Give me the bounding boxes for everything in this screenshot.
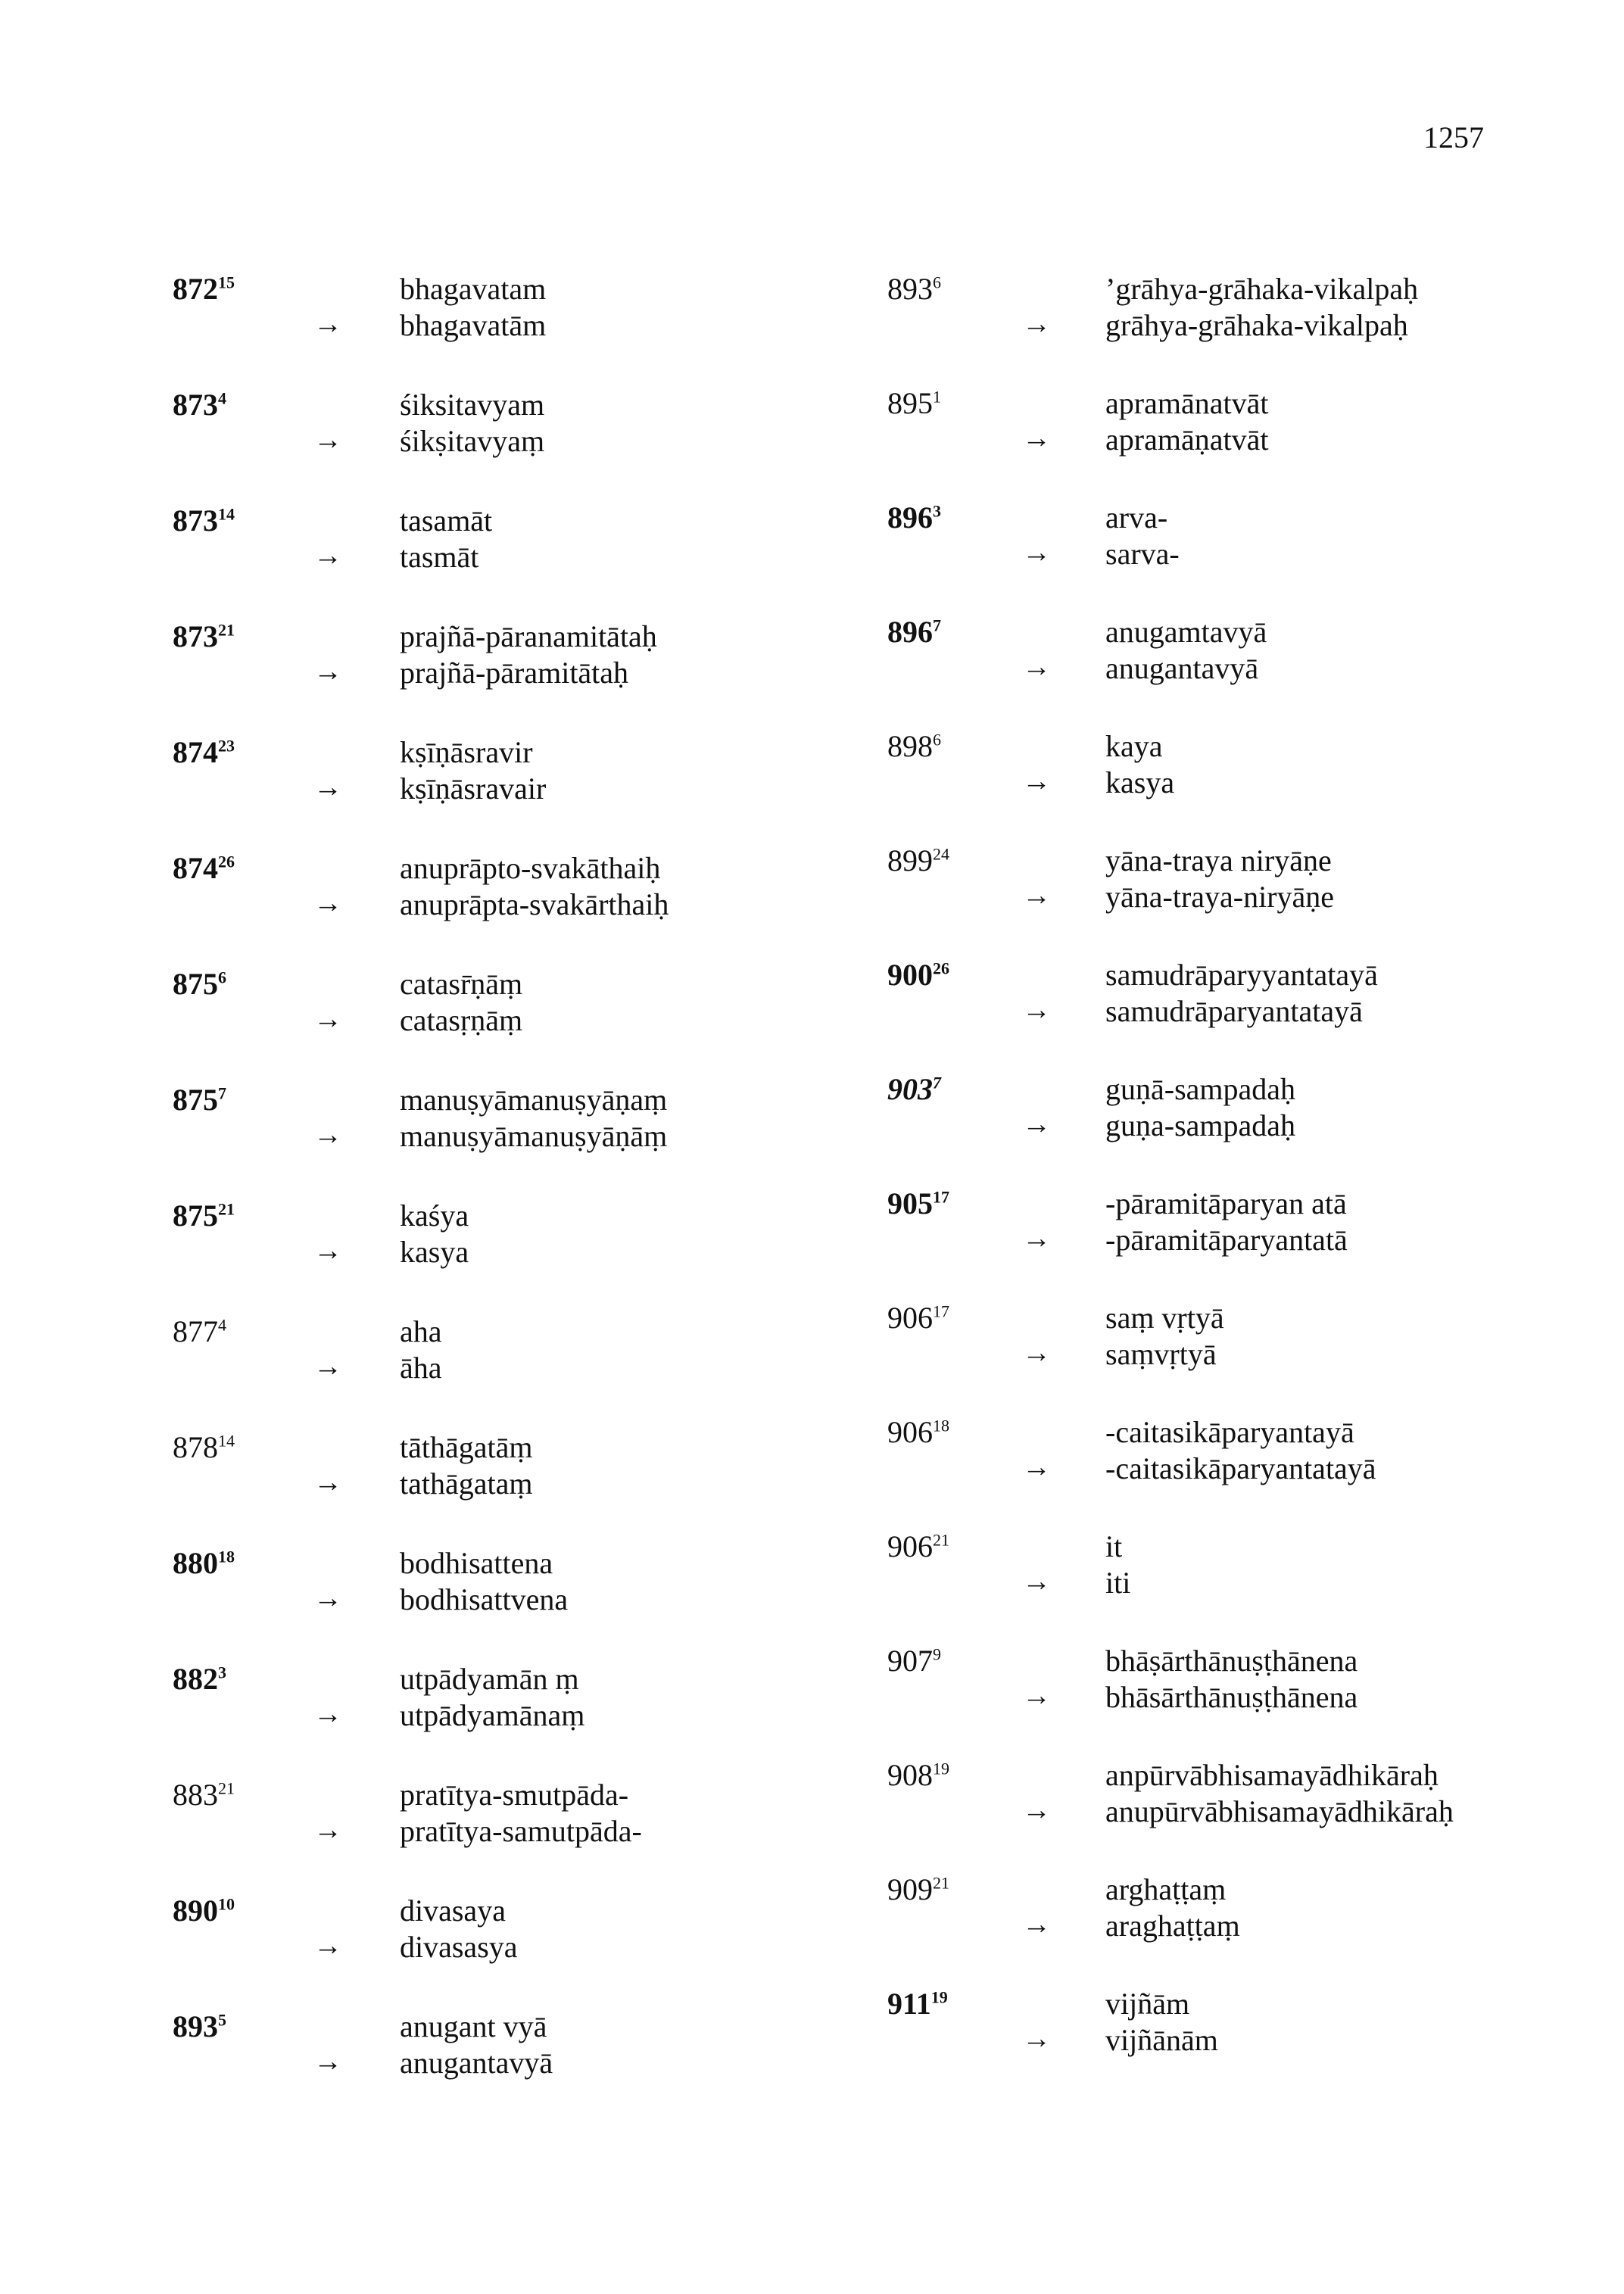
- page-reference-number: 903: [887, 1072, 933, 1106]
- right-arrow-icon: →: [313, 1235, 342, 1267]
- corrected-reading: āha: [400, 1351, 442, 1385]
- line-reference-number: 17: [933, 1187, 949, 1207]
- page-line-reference: [887, 1529, 949, 1564]
- errata-entry: [887, 1064, 1569, 1178]
- page-reference-number: 874: [173, 735, 218, 769]
- corrected-reading: manuṣyāmanuṣyāṇāṃ: [400, 1119, 668, 1153]
- erroneous-reading: -caitasikāparyantayā: [1105, 1415, 1354, 1449]
- corrected-reading: kasya: [400, 1235, 469, 1269]
- page-reference-number: 873: [173, 388, 218, 422]
- page-reference-number: 883: [173, 1778, 218, 1812]
- right-arrow-icon: →: [313, 1466, 342, 1498]
- page-line-reference: [887, 843, 949, 878]
- line-reference-number: 21: [933, 1873, 949, 1893]
- errata-entry: [173, 495, 793, 611]
- page-reference-number: 905: [887, 1186, 933, 1220]
- errata-entry: [887, 949, 1569, 1064]
- page-line-reference: [173, 734, 235, 770]
- page-line-reference: [887, 614, 941, 650]
- corrected-reading: kasya: [1105, 765, 1175, 799]
- line-reference-number: 4: [218, 1315, 226, 1335]
- line-reference-number: 14: [218, 1431, 235, 1451]
- page-reference-number: 906: [887, 1529, 933, 1563]
- errata-entry: [173, 1422, 793, 1538]
- page-line-reference: [173, 2009, 226, 2044]
- errata-entry: [887, 721, 1569, 835]
- line-reference-number: 4: [218, 388, 226, 408]
- page-reference-number: 878: [173, 1430, 218, 1464]
- page-reference-number: 875: [173, 1198, 218, 1233]
- right-arrow-icon: →: [313, 308, 342, 340]
- right-arrow-icon: →: [313, 656, 342, 687]
- line-reference-number: 6: [933, 273, 941, 292]
- line-reference-number: 19: [930, 1987, 948, 2007]
- errata-entry: [173, 379, 793, 495]
- right-arrow-icon: →: [313, 1698, 342, 1730]
- right-arrow-icon: →: [1022, 1451, 1051, 1483]
- page-line-reference: [173, 966, 226, 1002]
- page-line-reference: [887, 500, 941, 535]
- line-reference-number: 14: [218, 504, 235, 524]
- errata-entry: [887, 606, 1569, 721]
- page-reference-number: 911: [887, 1987, 931, 2021]
- page-reference-number: 908: [887, 1758, 933, 1792]
- erroneous-reading: apramānatvāt: [1105, 386, 1269, 420]
- errata-entry: [173, 1885, 793, 2001]
- page-reference-number: 890: [173, 1893, 218, 1928]
- corrected-reading: śikṣitavyaṃ: [400, 424, 545, 458]
- page-reference-number: 896: [887, 615, 933, 649]
- erroneous-reading: -pāramitāparyan atā: [1105, 1186, 1347, 1220]
- erroneous-reading: kaśya: [400, 1198, 469, 1233]
- erroneous-reading: anugant vyā: [400, 2009, 547, 2043]
- line-reference-number: 26: [218, 852, 235, 871]
- erroneous-reading: bhagavatam: [400, 272, 547, 306]
- errata-entry: [173, 611, 793, 727]
- erroneous-reading: śiksitavyam: [400, 388, 545, 422]
- erroneous-reading: catasr̄ṇāṃ: [400, 967, 523, 1001]
- line-reference-number: 6: [933, 730, 941, 750]
- corrected-reading: anugantavyā: [400, 2046, 553, 2080]
- erroneous-reading: kaya: [1105, 729, 1163, 763]
- right-arrow-icon: →: [313, 887, 342, 919]
- line-reference-number: 23: [218, 736, 235, 756]
- page-reference-number: 909: [887, 1872, 933, 1906]
- page-reference-number: 882: [173, 1662, 218, 1696]
- right-arrow-icon: →: [313, 540, 342, 572]
- erroneous-reading: anuprāpto-svakāthaiḥ: [400, 851, 661, 885]
- corrected-reading: catasṛṇāṃ: [400, 1003, 523, 1037]
- corrected-reading: araghaṭṭaṃ: [1105, 1909, 1240, 1943]
- corrected-reading: vijñānām: [1105, 2023, 1218, 2057]
- page-line-reference: [887, 271, 941, 307]
- page-line-reference: [173, 1429, 235, 1465]
- page-reference-number: 895: [887, 386, 933, 420]
- right-arrow-icon: →: [1022, 765, 1051, 797]
- corrected-reading: bhāsārthānuṣṭhānena: [1105, 1680, 1358, 1714]
- erroneous-reading: arghaṭṭaṃ: [1105, 1872, 1227, 1906]
- corrected-reading: tathāgataṃ: [400, 1466, 533, 1501]
- right-arrow-icon: →: [1022, 308, 1051, 340]
- erroneous-reading: yāna-traya niryāṇe: [1105, 843, 1332, 877]
- line-reference-number: 26: [933, 958, 949, 978]
- corrected-reading: -caitasikāparyantatayā: [1105, 1451, 1376, 1485]
- page-line-reference: [173, 619, 235, 654]
- line-reference-number: 7: [933, 616, 941, 635]
- line-reference-number: 21: [218, 620, 235, 640]
- errata-entry: [887, 1750, 1569, 1864]
- errata-entry: [887, 1635, 1569, 1750]
- page-line-reference: [173, 1198, 235, 1233]
- errata-entry: [887, 492, 1569, 606]
- errata-entry: [173, 263, 793, 379]
- right-arrow-icon: →: [313, 1930, 342, 1962]
- line-reference-number: 9: [933, 1644, 941, 1664]
- page-line-reference: [887, 728, 941, 764]
- page-reference-number: 906: [887, 1415, 933, 1449]
- page-reference-number: 893: [887, 272, 933, 306]
- line-reference-number: 5: [218, 2010, 226, 2030]
- page-reference-number: 900: [887, 958, 933, 992]
- erroneous-reading: ’grāhya-grāhaka-vikalpaḥ: [1105, 272, 1419, 306]
- corrected-reading: guṇa-sampadaḥ: [1105, 1108, 1296, 1142]
- right-arrow-icon: →: [1022, 1566, 1051, 1597]
- corrected-reading: iti: [1105, 1566, 1131, 1600]
- page-reference-number: 906: [887, 1301, 933, 1335]
- corrected-reading: anugantavyā: [1105, 651, 1259, 685]
- erroneous-reading: arva-: [1105, 500, 1168, 535]
- corrected-reading: sarva-: [1105, 537, 1180, 571]
- corrected-reading: utpādyamānaṃ: [400, 1698, 585, 1732]
- page-reference-number: 875: [173, 1083, 218, 1117]
- page-reference-number: 893: [173, 2009, 218, 2043]
- corrected-reading: grāhya-grāhaka-vikalpaḥ: [1105, 308, 1408, 342]
- erroneous-reading: saṃ vṛtyā: [1105, 1301, 1224, 1335]
- erroneous-reading: tasamāt: [400, 503, 493, 538]
- right-arrow-icon: →: [1022, 1223, 1051, 1255]
- corrected-reading: bhagavatām: [400, 308, 547, 342]
- right-arrow-icon: →: [313, 771, 342, 803]
- page-line-reference: [173, 1314, 226, 1349]
- page-reference-number: 875: [173, 967, 218, 1001]
- erroneous-reading: bhāṣārthānuṣṭhānena: [1105, 1644, 1358, 1678]
- errata-entry: [887, 1521, 1569, 1635]
- errata-entry: [173, 1769, 793, 1885]
- page-line-reference: [887, 1757, 949, 1793]
- errata-entry: [173, 1538, 793, 1653]
- erroneous-reading: vijñām: [1105, 1987, 1190, 2021]
- errata-entry: [173, 727, 793, 843]
- errata-entry: [173, 958, 793, 1074]
- corrected-reading: anuprāpta-svakārthaiḥ: [400, 887, 669, 921]
- errata-entry: [887, 263, 1569, 378]
- line-reference-number: 3: [218, 1663, 226, 1682]
- errata-entry: [173, 1306, 793, 1422]
- page-line-reference: [173, 503, 235, 538]
- erroneous-reading: prajñā-pāranamitātaḥ: [400, 619, 657, 653]
- page-number: 1257: [1423, 120, 1484, 154]
- right-arrow-icon: →: [1022, 1794, 1051, 1826]
- errata-entry: [887, 1292, 1569, 1407]
- errata-entry: [173, 1653, 793, 1769]
- erroneous-reading: bodhisattena: [400, 1546, 553, 1580]
- page-line-reference: [887, 1414, 949, 1450]
- errata-entry: [887, 1978, 1569, 2093]
- page-reference-number: 873: [173, 503, 218, 538]
- errata-entry: [887, 1407, 1569, 1521]
- right-arrow-icon: →: [1022, 1680, 1051, 1712]
- erroneous-reading: utpādyamān ṃ: [400, 1662, 579, 1696]
- erroneous-reading: samudrāparyyantatayā: [1105, 958, 1378, 992]
- corrected-reading: yāna-traya-niryāṇe: [1105, 880, 1335, 914]
- right-errata-column: [887, 263, 1569, 2093]
- line-reference-number: 21: [218, 1199, 235, 1219]
- errata-entry: [887, 378, 1569, 492]
- right-arrow-icon: →: [1022, 651, 1051, 683]
- page-reference-number: 880: [173, 1546, 218, 1580]
- right-arrow-icon: →: [313, 1119, 342, 1151]
- errata-entry: [887, 835, 1569, 949]
- right-arrow-icon: →: [313, 1814, 342, 1846]
- right-arrow-icon: →: [1022, 994, 1051, 1026]
- page-reference-number: 899: [887, 843, 933, 877]
- page-line-reference: [887, 1986, 948, 2021]
- page-reference-number: 907: [887, 1644, 933, 1678]
- erroneous-reading: divasaya: [400, 1893, 506, 1928]
- erroneous-reading: kṣīṇāsravir: [400, 735, 533, 769]
- corrected-reading: prajñā-pāramitātaḥ: [400, 656, 629, 690]
- errata-entry: [887, 1178, 1569, 1292]
- page-reference-number: 896: [887, 500, 933, 535]
- corrected-reading: kṣīṇāsravair: [400, 771, 547, 806]
- errata-entry: [173, 1074, 793, 1190]
- right-arrow-icon: →: [1022, 1337, 1051, 1369]
- erroneous-reading: anpūrvābhisamayādhikāraḥ: [1105, 1758, 1439, 1792]
- corrected-reading: pratītya-samutpāda-: [400, 1814, 642, 1848]
- right-arrow-icon: →: [1022, 1909, 1051, 1940]
- corrected-reading: bodhisattvena: [400, 1582, 569, 1616]
- erroneous-reading: anugamtavyā: [1105, 615, 1267, 649]
- right-arrow-icon: →: [1022, 880, 1051, 912]
- corrected-reading: -pāramitāparyantatā: [1105, 1223, 1348, 1257]
- line-reference-number: 1: [933, 387, 941, 407]
- corrected-reading: tasmāt: [400, 540, 479, 574]
- right-arrow-icon: →: [313, 1582, 342, 1614]
- page-line-reference: [173, 1082, 226, 1117]
- page-line-reference: [173, 1777, 235, 1812]
- page-line-reference: [887, 1071, 941, 1107]
- line-reference-number: 6: [218, 968, 226, 987]
- page-line-reference: [173, 271, 235, 307]
- page-line-reference: [173, 1545, 235, 1581]
- line-reference-number: 10: [218, 1894, 235, 1914]
- errata-entry: [173, 2001, 793, 2117]
- line-reference-number: 21: [933, 1530, 949, 1550]
- page-line-reference: [887, 1186, 949, 1221]
- right-arrow-icon: →: [313, 424, 342, 456]
- line-reference-number: 15: [218, 273, 235, 292]
- erroneous-reading: it: [1105, 1529, 1123, 1563]
- erroneous-reading: pratītya-smutpāda-: [400, 1778, 629, 1812]
- page-reference-number: 872: [173, 272, 218, 306]
- erroneous-reading: aha: [400, 1314, 442, 1348]
- line-reference-number: 19: [933, 1759, 949, 1778]
- page-line-reference: [887, 957, 949, 993]
- errata-entry: [887, 1864, 1569, 1978]
- page-line-reference: [887, 1643, 941, 1678]
- erroneous-reading: manuṣyāmanuṣyāṇaṃ: [400, 1083, 668, 1117]
- erroneous-reading: tāthāgatāṃ: [400, 1430, 533, 1464]
- line-reference-number: 18: [933, 1416, 949, 1435]
- line-reference-number: 18: [218, 1547, 235, 1566]
- page-line-reference: [173, 387, 226, 422]
- right-arrow-icon: →: [1022, 1108, 1051, 1140]
- page-line-reference: [887, 385, 941, 421]
- page-reference-number: 873: [173, 619, 218, 653]
- errata-entry: [173, 1190, 793, 1306]
- page-reference-number: 874: [173, 851, 218, 885]
- page-line-reference: [887, 1300, 949, 1336]
- corrected-reading: saṃvṛtyā: [1105, 1337, 1217, 1371]
- line-reference-number: 7: [218, 1083, 226, 1103]
- page-line-reference: [173, 850, 235, 886]
- right-arrow-icon: →: [313, 2046, 342, 2077]
- errata-entry: [173, 843, 793, 958]
- line-reference-number: 21: [218, 1778, 235, 1798]
- corrected-reading: samudrāparyantatayā: [1105, 994, 1363, 1028]
- page-reference-number: 898: [887, 729, 933, 763]
- line-reference-number: 7: [933, 1073, 941, 1092]
- right-arrow-icon: →: [313, 1351, 342, 1382]
- erroneous-reading: guṇā-sampadaḥ: [1105, 1072, 1296, 1106]
- right-arrow-icon: →: [1022, 422, 1051, 454]
- page-reference-number: 877: [173, 1314, 218, 1348]
- line-reference-number: 24: [933, 844, 949, 864]
- right-arrow-icon: →: [1022, 537, 1051, 569]
- page-line-reference: [887, 1872, 949, 1907]
- line-reference-number: 17: [933, 1301, 949, 1321]
- right-arrow-icon: →: [313, 1003, 342, 1035]
- left-errata-column: [173, 263, 793, 2117]
- corrected-reading: apramāṇatvāt: [1105, 422, 1269, 457]
- right-arrow-icon: →: [1022, 2023, 1051, 2055]
- corrected-reading: divasasya: [400, 1930, 518, 1964]
- line-reference-number: 3: [933, 501, 941, 521]
- corrected-reading: anupūrvābhisamayādhikāraḥ: [1105, 1794, 1454, 1828]
- page-line-reference: [173, 1661, 226, 1697]
- page-line-reference: [173, 1893, 235, 1928]
